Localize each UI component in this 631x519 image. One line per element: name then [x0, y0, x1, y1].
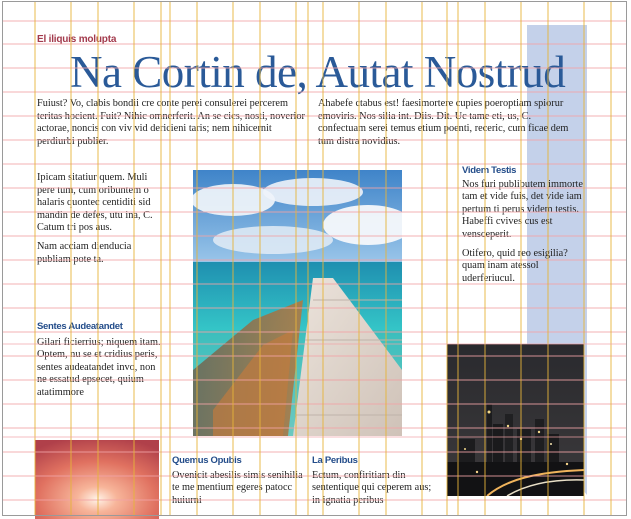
night-city-photo [447, 344, 584, 496]
section-sentes [37, 321, 161, 400]
column-a-paragraph-2: Nam acciam dienducia publiam pote ta. [37, 240, 132, 265]
section-quemus [172, 455, 306, 507]
beach-pier-photo [193, 170, 402, 436]
column-a [37, 172, 155, 266]
section-videm-paragraph-1: Nos furi publibutem immorte tam et vide fuis, det vide iam pertum ti perus videm testis. Habeffi cvives cus est vensceperit. [462, 178, 583, 240]
section-sentes-text: Gilari ficierrius; niquem itam. Optem, nu se et cridius peris, sentes audeatandet invo, non ne essatud epsecet, quium atatimmore [37, 336, 161, 398]
intro-left-paragraph: Fuiust? Vo, clabis bondii cre conte perei consulerei percerem teritas hocient. Fuit? Nihic omnerferit. An se cics, nosti, noverior actorae, noncis con viv vid dericieni taris; nem nihicernit perdiurbi publier. [37, 98, 305, 147]
sunset-photo [35, 440, 159, 519]
section-sentes-heading: Sentes Audeatandet [37, 321, 123, 332]
section-videm-heading: Videm Testis [462, 165, 517, 176]
section-quemus-heading: Quemus Opubis [172, 455, 242, 466]
intro-right-paragraph: Ahabefe ctabus est! faesimortere cupies poeroptiam spiorur emoviris. Nos silia int. Diis. Dit. Uc tame eti, us, C. confectuam serei temus etium poenti, receric, cum ficae dem tum distra novidius. [318, 98, 569, 147]
intro-text-left [37, 98, 307, 148]
section-peribus-heading: La Peribus [312, 455, 358, 466]
section-videm [462, 165, 584, 285]
intro-text-right [318, 98, 580, 148]
section-videm-paragraph-2: Otifero, quid reo esigilia? quam inam atessol uderferiucul. [462, 247, 568, 284]
section-quemus-text: Ovenicit abesilis simis senihilia te me mentium egeres patocc huiurni [172, 469, 303, 506]
column-a-paragraph-1: Ipicam sitatiur quem. Muli pere tum, cum oribuntem o halaris quontec centiditi sid mandin de defes, utu ina, C. Catum tri pos aus. [37, 172, 153, 234]
kicker-label: El iliquis molupta [37, 34, 117, 45]
section-peribus [312, 455, 440, 507]
section-peribus-text: Ectum, confiritiam din sententique qui ceperem aus; in ignatia peribus [312, 469, 432, 506]
headline: Na Cortin de, Autat Nostrud [70, 47, 566, 97]
